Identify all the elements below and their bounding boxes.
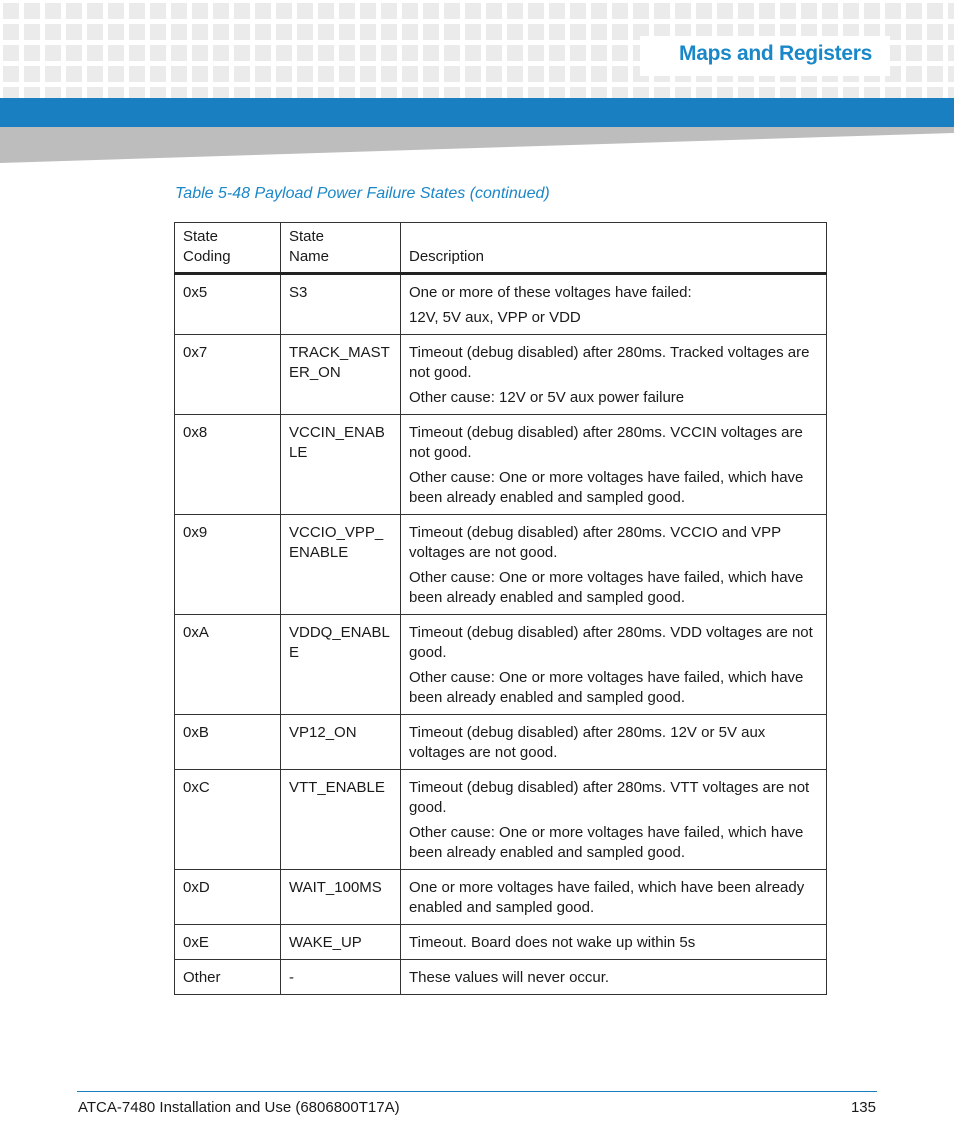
description-paragraph: Timeout (debug disabled) after 280ms. 12V or 5V aux voltages are not good. [409, 724, 766, 761]
header-grey-swoosh [0, 127, 954, 167]
header-description: Description [401, 223, 827, 274]
table-row [175, 960, 827, 995]
description-paragraph: One or more of these voltages have failed: [409, 284, 692, 301]
state-name-cell: VDDQ_ENABLE [281, 615, 401, 715]
description-paragraph: These values will never occur. [409, 969, 610, 986]
state-coding-cell: 0xA [175, 615, 281, 715]
description-paragraph: Timeout. Board does not wake up within 5s [409, 934, 696, 951]
power-failure-states-table [174, 222, 827, 995]
state-name-cell: S3 [281, 274, 401, 335]
state-name-cell: VCCIO_VPP_ENABLE [281, 515, 401, 615]
footer-document-title: ATCA-7480 Installation and Use (6806800T17A) [78, 1099, 400, 1116]
state-coding-cell: 0xE [175, 925, 281, 960]
state-coding-cell: 0x8 [175, 415, 281, 515]
description-paragraph: Other cause: One or more voltages have failed, which have been already enabled and sampled good. [409, 824, 804, 861]
description-cell [401, 925, 827, 960]
table-row [175, 715, 827, 770]
header-state-coding-line2: Coding [183, 248, 231, 265]
header-state-name [281, 223, 401, 274]
header-state-coding [175, 223, 281, 274]
description-paragraph: Timeout (debug disabled) after 280ms. VCCIN voltages are not good. [409, 424, 803, 461]
description-cell [401, 615, 827, 715]
description-cell [401, 770, 827, 870]
description-paragraph: Timeout (debug disabled) after 280ms. Tracked voltages are not good. [409, 344, 810, 381]
state-name-cell: VP12_ON [281, 715, 401, 770]
description-paragraph: 12V, 5V aux, VPP or VDD [409, 309, 581, 326]
description-cell [401, 870, 827, 925]
state-name-cell: VTT_ENABLE [281, 770, 401, 870]
header-state-coding-line1: State [183, 228, 219, 245]
state-name-cell: WAIT_100MS [281, 870, 401, 925]
table-header-row [175, 223, 827, 274]
table-row [175, 925, 827, 960]
state-coding-cell: 0x7 [175, 335, 281, 415]
page-section-title: Maps and Registers [679, 42, 872, 65]
table-row [175, 615, 827, 715]
state-coding-cell: 0xC [175, 770, 281, 870]
description-paragraph: Other cause: 12V or 5V aux power failure [409, 389, 685, 406]
table-row [175, 274, 827, 335]
description-paragraph: Timeout (debug disabled) after 280ms. VCCIO and VPP voltages are not good. [409, 524, 781, 561]
header-blue-band [0, 98, 954, 127]
description-cell [401, 335, 827, 415]
description-paragraph: Other cause: One or more voltages have failed, which have been already enabled and sampled good. [409, 669, 804, 706]
table-caption: Table 5-48 Payload Power Failure States (continued) [175, 185, 550, 202]
table-row [175, 515, 827, 615]
state-coding-cell: 0x5 [175, 274, 281, 335]
state-name-cell: VCCIN_ENABLE [281, 415, 401, 515]
table-row [175, 415, 827, 515]
state-coding-cell: Other [175, 960, 281, 995]
state-coding-cell: 0xD [175, 870, 281, 925]
header-state-name-line2: Name [289, 248, 330, 265]
description-cell [401, 715, 827, 770]
state-coding-cell: 0xB [175, 715, 281, 770]
description-paragraph: Other cause: One or more voltages have failed, which have been already enabled and sampled good. [409, 469, 804, 506]
state-name-cell: - [281, 960, 401, 995]
state-name-cell: WAKE_UP [281, 925, 401, 960]
table-row [175, 770, 827, 870]
description-paragraph: One or more voltages have failed, which have been already enabled and sampled good. [409, 879, 805, 916]
description-paragraph: Other cause: One or more voltages have failed, which have been already enabled and sampled good. [409, 569, 804, 606]
description-cell [401, 274, 827, 335]
table-row [175, 335, 827, 415]
header-state-name-line1: State [289, 228, 325, 245]
description-cell [401, 515, 827, 615]
description-paragraph: Timeout (debug disabled) after 280ms. VDD voltages are not good. [409, 624, 813, 661]
description-paragraph: Timeout (debug disabled) after 280ms. VTT voltages are not good. [409, 779, 810, 816]
table-row [175, 870, 827, 925]
state-name-cell: TRACK_MASTER_ON [281, 335, 401, 415]
description-cell [401, 960, 827, 995]
description-cell [401, 415, 827, 515]
footer-page-number: 135 [850, 1099, 876, 1116]
footer-rule [77, 1091, 877, 1092]
state-coding-cell: 0x9 [175, 515, 281, 615]
